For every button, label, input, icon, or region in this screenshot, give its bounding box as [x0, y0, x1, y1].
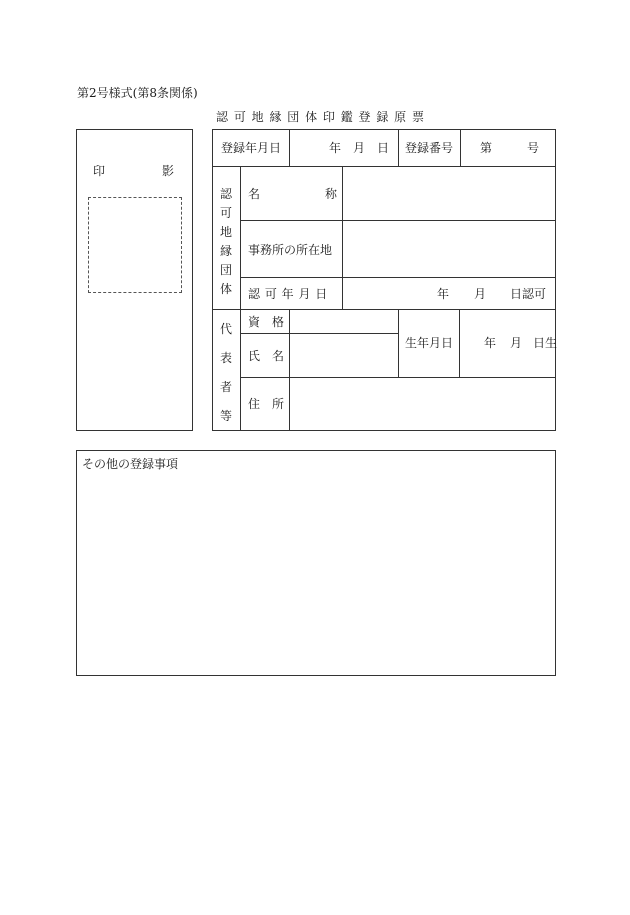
- form-title: 認 可 地 縁 団 体 印 鑑 登 録 原 票: [216, 110, 425, 124]
- birthdate-label: 生年月日: [405, 336, 454, 350]
- approval-year-label: 年: [437, 287, 450, 301]
- registration-day-label: 日: [377, 141, 390, 155]
- rep-name-label: 氏 名: [248, 349, 285, 363]
- group-name-field[interactable]: [343, 167, 555, 220]
- qualification-label: 資 格: [248, 315, 285, 329]
- qualification-field[interactable]: [290, 310, 398, 333]
- approval-date-label: 認 可 年 月 日: [248, 287, 328, 301]
- seal-label-in: 印: [93, 164, 106, 178]
- form-number: 第2号様式(第8条関係): [77, 86, 198, 100]
- group-name-label-2: 称: [325, 187, 338, 201]
- registration-number-suffix: 号: [527, 141, 540, 155]
- other-items-label: その他の登録事項: [82, 457, 179, 471]
- seal-label-ei: 影: [162, 164, 175, 178]
- group-name-label-1: 名: [248, 187, 261, 201]
- approval-day-label: 日認可: [510, 287, 547, 301]
- approval-month-label: 月: [474, 287, 487, 301]
- registration-number-label: 登録番号: [405, 141, 454, 155]
- registration-number-prefix: 第: [480, 141, 493, 155]
- rep-address-field[interactable]: [290, 378, 555, 430]
- office-location-field[interactable]: [343, 221, 555, 277]
- registration-date-label: 登録年月日: [221, 141, 282, 155]
- rep-address-label: 住 所: [248, 397, 285, 411]
- registration-year-label: 年: [329, 141, 342, 155]
- representative-section-label: 代表者等: [219, 322, 232, 423]
- col-divider: [459, 309, 460, 377]
- col-divider: [398, 309, 399, 377]
- col-divider: [240, 166, 241, 431]
- other-items-box[interactable]: [76, 450, 556, 676]
- col-divider: [460, 129, 461, 166]
- seal-stamp-area[interactable]: [88, 197, 182, 293]
- office-location-label: 事務所の所在地: [248, 243, 333, 257]
- col-divider: [398, 129, 399, 166]
- registration-month-label: 月: [353, 141, 366, 155]
- group-section-label: 認可地縁団体: [219, 187, 232, 296]
- birth-year-label: 年: [484, 336, 497, 350]
- birth-month-label: 月: [510, 336, 523, 350]
- col-divider: [289, 129, 290, 166]
- rep-name-field[interactable]: [290, 334, 398, 377]
- birth-day-label: 日生: [533, 336, 558, 350]
- row-divider: [240, 277, 556, 278]
